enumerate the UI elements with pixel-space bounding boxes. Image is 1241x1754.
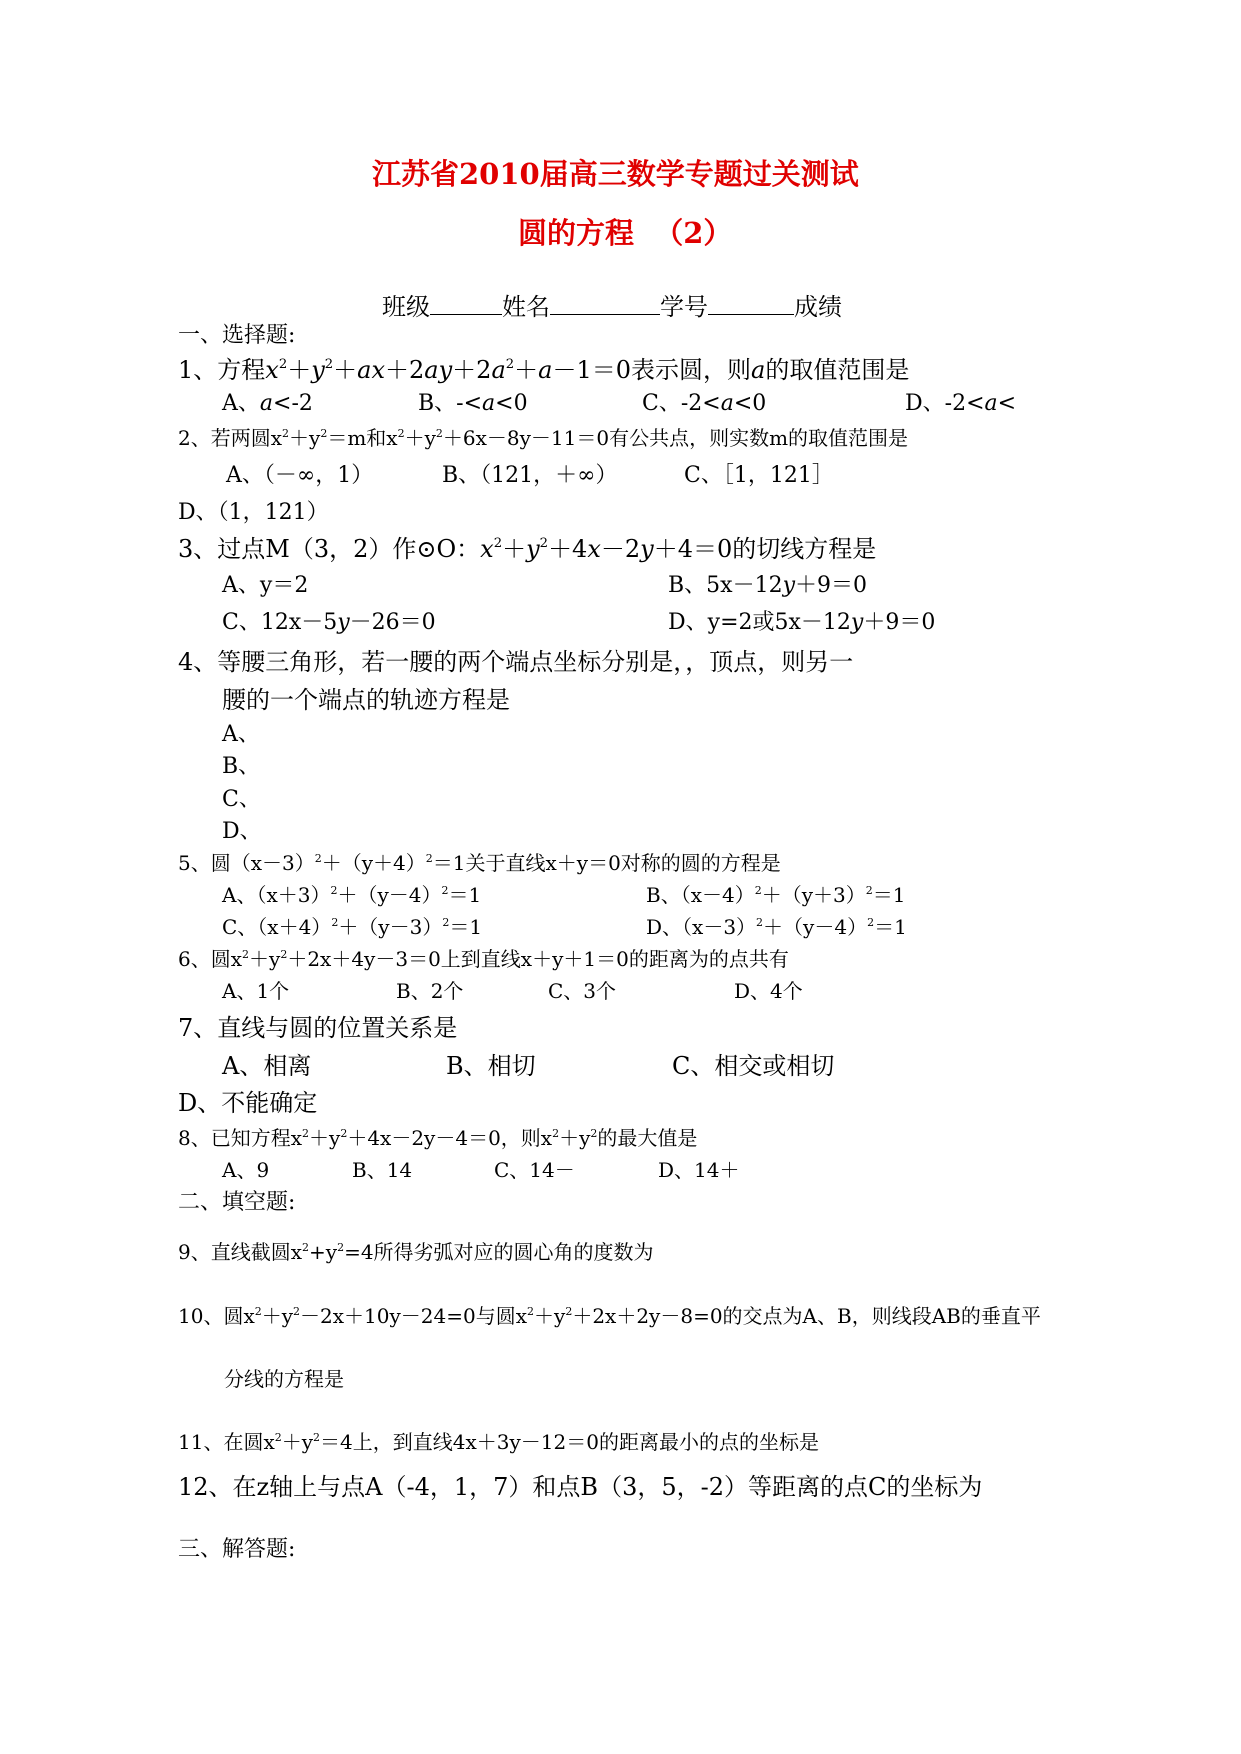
- q2-option-b: B、（121，＋∞）: [442, 463, 618, 488]
- q1-option-a: A、a<-2: [222, 391, 313, 416]
- q5-option-a: A、$(x+3)^2+(y-4)^2=1$: [222, 883, 482, 907]
- q8-option-c: C、14－: [494, 1158, 575, 1182]
- q4-stem-line1: 4、等腰三角形，若一腰的两个端点坐标分别是，，顶点，则另一: [178, 648, 854, 676]
- q6-option-b: B、2个: [396, 979, 464, 1003]
- q3-option-c: C、12x－5y－26＝0: [222, 610, 436, 635]
- document-subtitle: 圆的方程 （2）: [518, 216, 733, 250]
- q11-stem: 11、在圆$x^2+y^2=4$上，到直线4x＋3y－12＝0的距离最小的点的坐标是: [178, 1430, 819, 1454]
- id-blank[interactable]: [708, 292, 794, 315]
- q6-option-d: D、4个: [734, 979, 803, 1003]
- q8-option-d: D、14＋: [658, 1158, 740, 1182]
- section-choice-heading: 一、选择题:: [178, 323, 296, 348]
- q8-stem: 8、已知方程$x^2+y^2+4x-2y-4=0$，则$x^2+y^2$的最大值是: [178, 1126, 698, 1150]
- q5-option-c: C、$(x+4)^2+(y-3)^2=1$: [222, 915, 483, 939]
- class-label: 班级: [382, 293, 430, 321]
- q7-option-b: B、相切: [446, 1052, 536, 1080]
- q4-option-c: C、: [222, 787, 261, 812]
- q4-stem-line2: 腰的一个端点的轨迹方程是: [222, 686, 510, 714]
- q2-option-d: D、（1，121）: [178, 500, 329, 525]
- q12-stem: 12、在z轴上与点A（-4，1，7）和点B（3，5，-2）等距离的点C的坐标为: [178, 1473, 983, 1501]
- q6-option-c: C、3个: [548, 979, 617, 1003]
- q3-option-b: B、5x－12y＋9＝0: [668, 573, 868, 598]
- name-label: 姓名: [502, 293, 550, 321]
- q4-option-b: B、: [222, 754, 261, 779]
- class-blank[interactable]: [430, 292, 502, 315]
- q2-option-c: C、［1，121］: [684, 463, 834, 488]
- id-label: 学号: [660, 293, 708, 321]
- q10-stem-line2: 分线的方程是: [224, 1367, 344, 1391]
- q1-stem: 1、方程$x^2+y^2+ax+2ay+2a^2+a-1=0$表示圆，则a的取值范围是: [178, 356, 910, 384]
- q9-stem: 9、直线截圆$x^2+y^2=4$所得劣弧对应的圆心角的度数为: [178, 1240, 654, 1264]
- q1-option-c: C、-2<a<0: [642, 391, 767, 416]
- q2-stem: 2、若两圆$x^2+y^2=m$和$x^2+y^2+6x-8y-11=0$有公共点，则实数m的取值范围是: [178, 426, 909, 450]
- q6-stem: 6、圆$x^2+y^2+2x+4y-3=0$上到直线x＋y＋1＝0的距离为的点共有: [178, 947, 789, 971]
- q1-option-b: B、-<a<0: [418, 391, 528, 416]
- document-title: 江苏省2010届高三数学专题过关测试: [372, 157, 859, 191]
- student-info-line: [382, 292, 842, 319]
- q3-stem: 3、过点M（3，2）作⊙O：$x^2+y^2+4x-2y+4=0$的切线方程是: [178, 535, 877, 563]
- q3-option-a: A、y＝2: [222, 573, 309, 598]
- q7-option-a: A、相离: [222, 1052, 312, 1080]
- q4-option-d: D、: [222, 819, 262, 844]
- q7-option-d: D、不能确定: [178, 1089, 318, 1117]
- q5-stem: 5、圆$(x-3)^2+(y+4)^2=1$关于直线x＋y＝0对称的圆的方程是: [178, 851, 781, 875]
- q7-stem: 7、直线与圆的位置关系是: [178, 1014, 458, 1042]
- section-answer-heading: 三、解答题:: [178, 1537, 296, 1562]
- q3-option-d: D、y=2或5x－12y＋9＝0: [668, 610, 936, 635]
- q8-option-a: A、9: [222, 1158, 270, 1182]
- q2-option-a: A、（－∞，1）: [226, 463, 374, 488]
- score-label: 成绩: [794, 293, 842, 321]
- q1-option-d: D、-2<a<: [905, 391, 1017, 416]
- q7-option-c: C、相交或相切: [672, 1052, 835, 1080]
- q8-option-b: B、14: [352, 1158, 413, 1182]
- section-fill-heading: 二、填空题:: [178, 1190, 296, 1215]
- name-blank[interactable]: [550, 292, 660, 315]
- q5-option-d: D、$(x-3)^2+(y-4)^2=1$: [646, 915, 907, 939]
- q5-option-b: B、$(x-4)^2+(y+3)^2=1$: [646, 883, 906, 907]
- q6-option-a: A、1个: [222, 979, 290, 1003]
- q10-stem-line1: 10、圆$x^2+y^2-2x+10y-24=0$与圆$x^2+y^2+2x+2y-8=0$的交点为A、B，则线段AB的垂直平: [178, 1304, 1041, 1328]
- q4-option-a: A、: [222, 722, 260, 747]
